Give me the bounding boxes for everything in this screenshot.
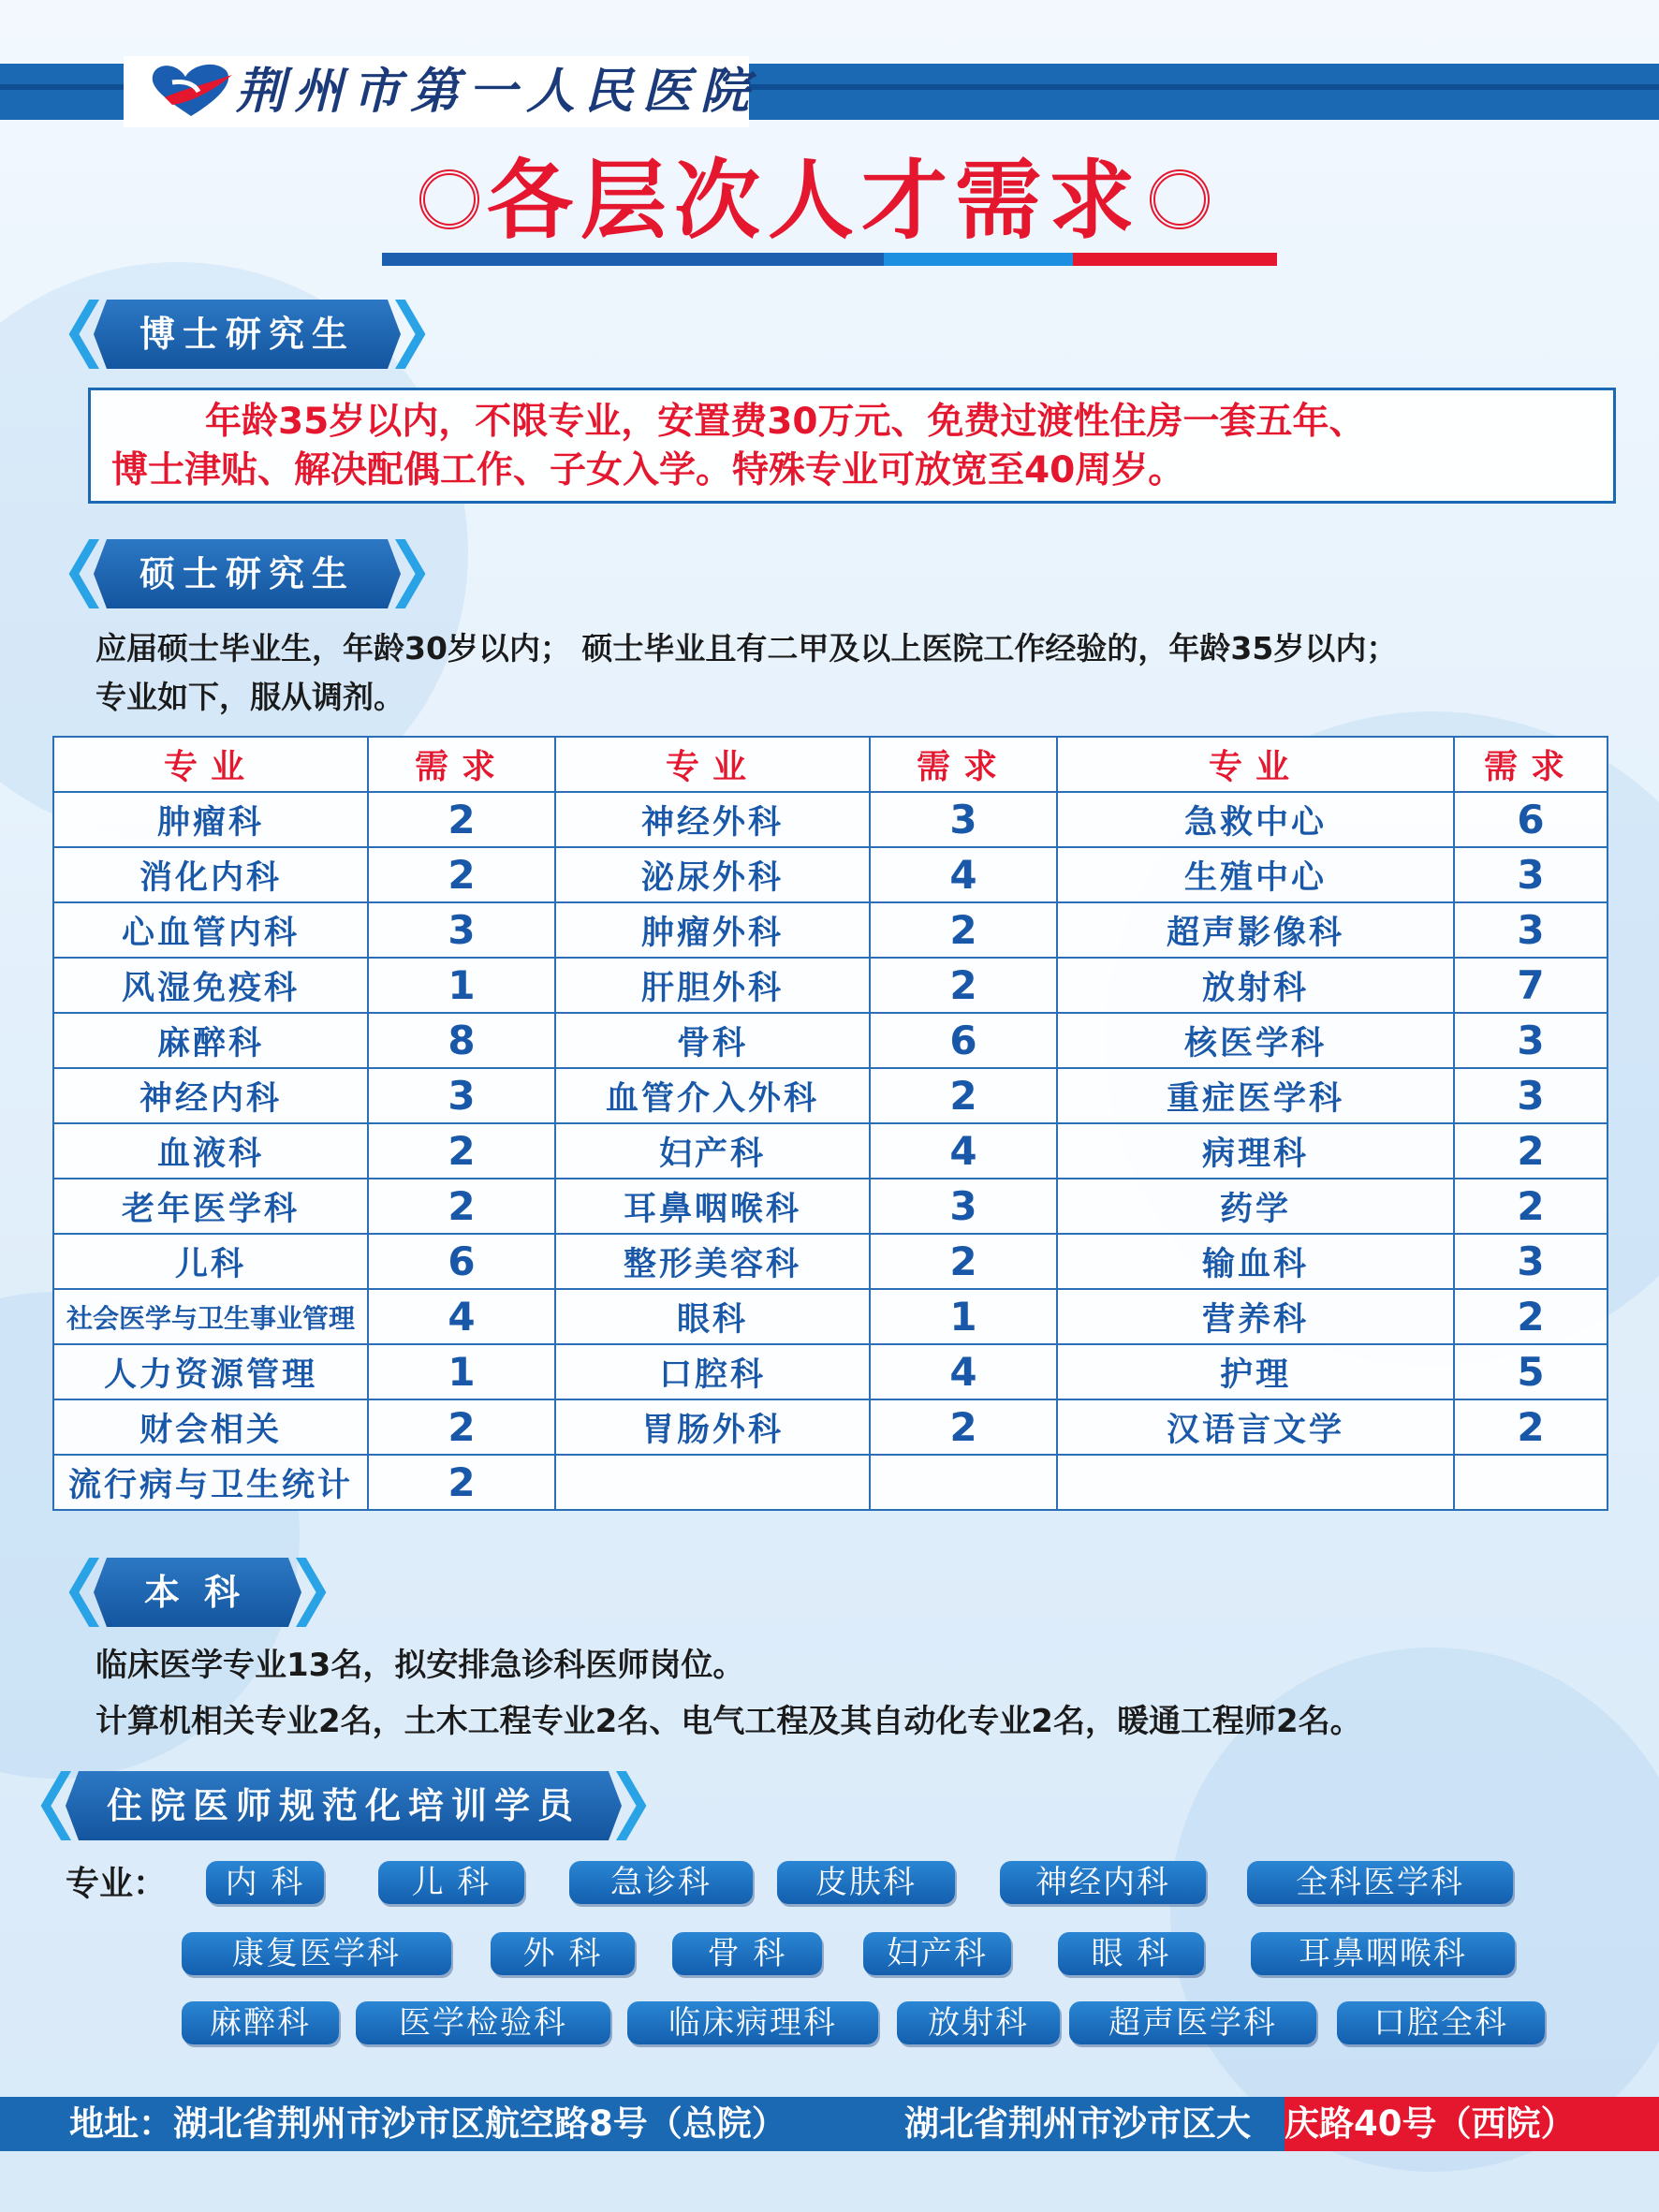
phd-line-2: 博士津贴、解决配偶工作、子女入学。特殊专业可放宽至40周岁。 [111,449,1185,491]
specialty-name: 社会医学与卫生事业管理 [53,1289,368,1344]
demand-count: 2 [368,792,555,847]
heart-logo-icon [144,62,238,120]
column-header-demand: 需求 [1454,737,1608,792]
demand-count: 1 [368,1344,555,1399]
residency-specialty-label: 专业： [66,1865,168,1903]
specialty-name: 护理 [1057,1344,1454,1399]
specialty-name [555,1455,870,1510]
demand-count: 1 [870,1289,1057,1344]
demand-count: 5 [1454,1344,1608,1399]
specialty-name: 财会相关 [53,1399,368,1455]
demand-count: 3 [368,1068,555,1123]
demand-count: 2 [368,847,555,902]
title-underline-lightblue [884,253,1073,266]
table-row [53,1289,1608,1344]
table-row [53,1399,1608,1455]
section-heading: 硕士研究生 [139,553,355,594]
header-band-right [749,64,1659,120]
demand-count: 1 [368,958,555,1013]
demand-count: 3 [368,902,555,958]
specialty-pill: 外 科 [491,1932,635,1975]
specialty-pill: 急诊科 [569,1861,753,1904]
demand-count: 3 [870,792,1057,847]
phd-requirements-box [88,388,1616,504]
demand-count: 2 [870,958,1057,1013]
demand-count: 3 [1454,902,1608,958]
demand-count: 4 [870,1344,1057,1399]
demand-count: 3 [1454,1013,1608,1068]
specialty-name: 耳鼻咽喉科 [555,1179,870,1234]
specialty-name: 肿瘤外科 [555,902,870,958]
specialty-name: 生殖中心 [1057,847,1454,902]
specialty-pill: 口腔全科 [1337,2001,1545,2044]
specialty-pill: 康复医学科 [182,1932,451,1975]
specialty-name: 胃肠外科 [555,1399,870,1455]
ring-ornament-icon [419,169,479,229]
master-demand-table [52,736,1608,1511]
demand-count: 4 [870,847,1057,902]
specialty-pill: 麻醉科 [182,2001,339,2044]
specialty-name: 肝胆外科 [555,958,870,1013]
page-title [384,150,1245,253]
demand-count: 7 [1454,958,1608,1013]
table-row [53,792,1608,847]
specialty-name: 骨科 [555,1013,870,1068]
hospital-name: 荆州市第一人民医院 [236,63,759,120]
title-underline-red [1073,253,1277,266]
specialty-name: 营养科 [1057,1289,1454,1344]
table-body [53,792,1608,1510]
demand-count: 3 [870,1179,1057,1234]
demand-count: 2 [870,1399,1057,1455]
table-row [53,1344,1608,1399]
specialty-name: 风湿免疫科 [53,958,368,1013]
demand-count: 6 [870,1013,1057,1068]
demand-count: 8 [368,1013,555,1068]
ring-ornament-icon [1150,169,1210,229]
specialty-name: 麻醉科 [53,1013,368,1068]
bachelor-line-2: 计算机相关专业2名，土木工程专业2名、电气工程及其自动化专业2名，暖通工程师2名。 [95,1703,1362,1740]
footer-address-west-part2: 庆路40号（西院） [1285,2103,1576,2144]
specialty-name: 消化内科 [53,847,368,902]
specialty-name: 急救中心 [1057,792,1454,847]
demand-count: 2 [368,1455,555,1510]
demand-count: 2 [1454,1399,1608,1455]
demand-count: 6 [368,1234,555,1289]
section-tab-bachelor [66,1558,330,1627]
specialty-pill: 眼 科 [1058,1932,1204,1975]
demand-count: 2 [368,1179,555,1234]
master-intro-line-1: 应届硕士毕业生，年龄30岁以内； 硕士毕业且有二甲及以上医院工作经验的，年龄35岁以内； [95,630,1398,667]
specialty-pill: 神经内科 [1000,1861,1206,1904]
specialty-name: 血液科 [53,1123,368,1179]
demand-count: 2 [870,902,1057,958]
specialty-name: 输血科 [1057,1234,1454,1289]
demand-count [1454,1455,1608,1510]
specialty-name: 病理科 [1057,1123,1454,1179]
header-band-left [0,64,124,120]
specialty-name: 药学 [1057,1179,1454,1234]
demand-count: 3 [1454,1234,1608,1289]
specialty-name: 血管介入外科 [555,1068,870,1123]
footer-address-main: 地址：湖北省荆州市沙市区航空路8号（总院） [69,2103,786,2144]
table-row [53,1068,1608,1123]
page-title-text: 各层次人才需求 [486,151,1142,251]
phd-line-1: 年龄35岁以内，不限专业，安置费30万元、免费过渡性住房一套五年、 [205,401,1366,443]
column-header-specialty: 专业 [1057,737,1454,792]
specialty-pill: 皮肤科 [777,1861,955,1904]
hospital-logo-box [124,56,759,127]
specialty-name: 口腔科 [555,1344,870,1399]
title-underline-blue [382,253,884,266]
specialty-name: 老年医学科 [53,1179,368,1234]
specialty-pill: 放射科 [897,2001,1060,2044]
table-row [53,1455,1608,1510]
specialty-name: 神经内科 [53,1068,368,1123]
phd-requirements [111,398,1609,495]
table-row [53,1234,1608,1289]
specialty-name: 神经外科 [555,792,870,847]
specialty-name: 妇产科 [555,1123,870,1179]
table-row [53,847,1608,902]
specialty-name: 整形美容科 [555,1234,870,1289]
specialty-pill: 妇产科 [863,1932,1011,1975]
demand-count: 3 [1454,1068,1608,1123]
section-heading: 住院医师规范化培训学员 [106,1785,580,1826]
section-heading: 本科 [143,1572,264,1613]
bachelor-line-1: 临床医学专业13名，拟安排急诊科医师岗位。 [95,1647,745,1684]
master-intro-line-2: 专业如下，服从调剂。 [95,679,404,715]
section-tab-master [66,539,429,608]
section-tab-residency [37,1771,650,1840]
demand-count: 2 [368,1123,555,1179]
column-header-demand: 需求 [870,737,1057,792]
specialty-name: 人力资源管理 [53,1344,368,1399]
column-header-specialty: 专业 [53,737,368,792]
table-header-row [53,737,1608,792]
demand-count [870,1455,1057,1510]
demand-count: 2 [1454,1123,1608,1179]
table-row [53,1179,1608,1234]
column-header-specialty: 专业 [555,737,870,792]
demand-count: 4 [368,1289,555,1344]
specialty-name: 放射科 [1057,958,1454,1013]
demand-count: 6 [1454,792,1608,847]
table-row [53,958,1608,1013]
specialty-pill: 全科医学科 [1247,1861,1513,1904]
specialty-name: 流行病与卫生统计 [53,1455,368,1510]
demand-count: 2 [1454,1289,1608,1344]
specialty-name: 超声影像科 [1057,902,1454,958]
specialty-pill: 耳鼻咽喉科 [1251,1932,1515,1975]
specialty-name: 心血管内科 [53,902,368,958]
demand-count: 2 [870,1068,1057,1123]
specialty-pill: 骨 科 [672,1932,822,1975]
specialty-pill: 儿 科 [378,1861,524,1904]
demand-count: 2 [1454,1179,1608,1234]
demand-count: 2 [870,1234,1057,1289]
specialty-name: 眼科 [555,1289,870,1344]
specialty-name: 肿瘤科 [53,792,368,847]
table-row [53,902,1608,958]
specialty-name [1057,1455,1454,1510]
table-row [53,1013,1608,1068]
specialty-pill: 临床病理科 [627,2001,878,2044]
demand-count: 3 [1454,847,1608,902]
specialty-pill: 医学检验科 [356,2001,610,2044]
column-header-demand: 需求 [368,737,555,792]
specialty-name: 儿科 [53,1234,368,1289]
specialty-name: 核医学科 [1057,1013,1454,1068]
specialty-name: 泌尿外科 [555,847,870,902]
table-row [53,1123,1608,1179]
specialty-pill: 超声医学科 [1069,2001,1316,2044]
section-heading: 博士研究生 [139,314,355,355]
specialty-name: 汉语言文学 [1057,1399,1454,1455]
section-tab-phd [66,300,429,369]
specialty-pill: 内 科 [206,1861,324,1904]
specialty-name: 重症医学科 [1057,1068,1454,1123]
footer-address-west-part1: 湖北省荆州市沙市区大 [904,2103,1251,2144]
demand-count: 4 [870,1123,1057,1179]
demand-count: 2 [368,1399,555,1455]
